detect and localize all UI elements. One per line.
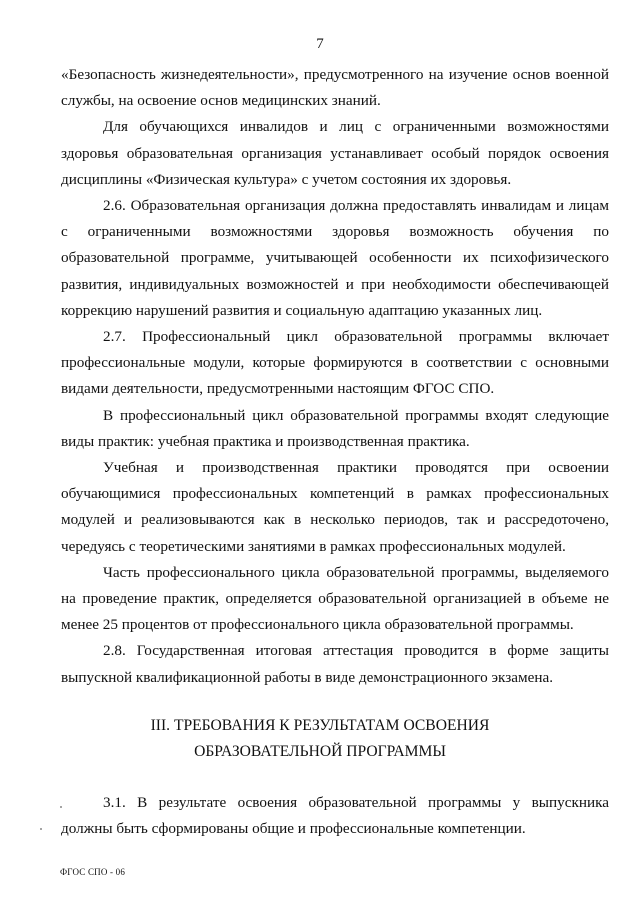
section-heading-line: ОБРАЗОВАТЕЛЬНОЙ ПРОГРАММЫ (194, 743, 446, 760)
paragraph: 2.6. Образовательная организация должна предоставлять инвалидам и лицам с ограниченными возможностями здоровья возможность обучения по образовательной программе, учитывающей особенности их психофизического развития, индивидуальных возможностей и при необходимости обеспечивающей коррекцию нарушений развития и социальную адаптацию указанных лиц. (61, 197, 609, 319)
paragraph: «Безопасность жизнедеятельности», предусмотренного на изучение основ военной службы, на освоение основ медицинских знаний. (61, 66, 609, 110)
footer-label: ФГОС СПО - 06 (60, 867, 126, 877)
section-heading (0, 713, 640, 765)
paragraph: Для обучающихся инвалидов и лиц с ограниченными возможностями здоровья образовательная организация устанавливает особый порядок освоения дисциплины «Физическая культура» с учетом состояния их здоровья. (61, 118, 609, 188)
paragraph: 2.8. Государственная итоговая аттестация проводится в форме защиты выпускной квалификационной работы в виде демонстрационного экзамена. (61, 642, 609, 686)
section-heading-line: III. ТРЕБОВАНИЯ К РЕЗУЛЬТАТАМ ОСВОЕНИЯ (150, 717, 490, 734)
section-text (61, 790, 609, 842)
paragraph: Часть профессионального цикла образовательной программы, выделяемого на проведение практик, определяется образовательной организацией в объеме не менее 25 процентов от профессионального цикла образовательной программы. (61, 563, 609, 634)
scan-speck (40, 828, 42, 830)
paragraph: Учебная и производственная практики проводятся при освоении обучающимися профессиональных компетенций в рамках профессиональных модулей и реализовываются как в несколько периодов, так и рассредоточено, чередуясь с теоретическими занятиями в рамках профессиональных модулей. (61, 459, 609, 555)
paragraph: В профессиональный цикл образовательной программы входят следующие виды практик: учебная практика и производственная практика. (61, 406, 609, 450)
main-text (61, 62, 609, 691)
paragraph: 2.7. Профессиональный цикл образовательной программы включает профессиональные модули, которые формируются в соответствии с основными видами деятельности, предусмотренными настоящим ФГОС СПО. (61, 328, 609, 398)
page-number: 7 (316, 36, 324, 52)
paragraph: 3.1. В результате освоения образовательной программы у выпускника должны быть сформированы общие и профессиональные компетенции. (61, 794, 609, 838)
scan-speck (60, 806, 62, 808)
